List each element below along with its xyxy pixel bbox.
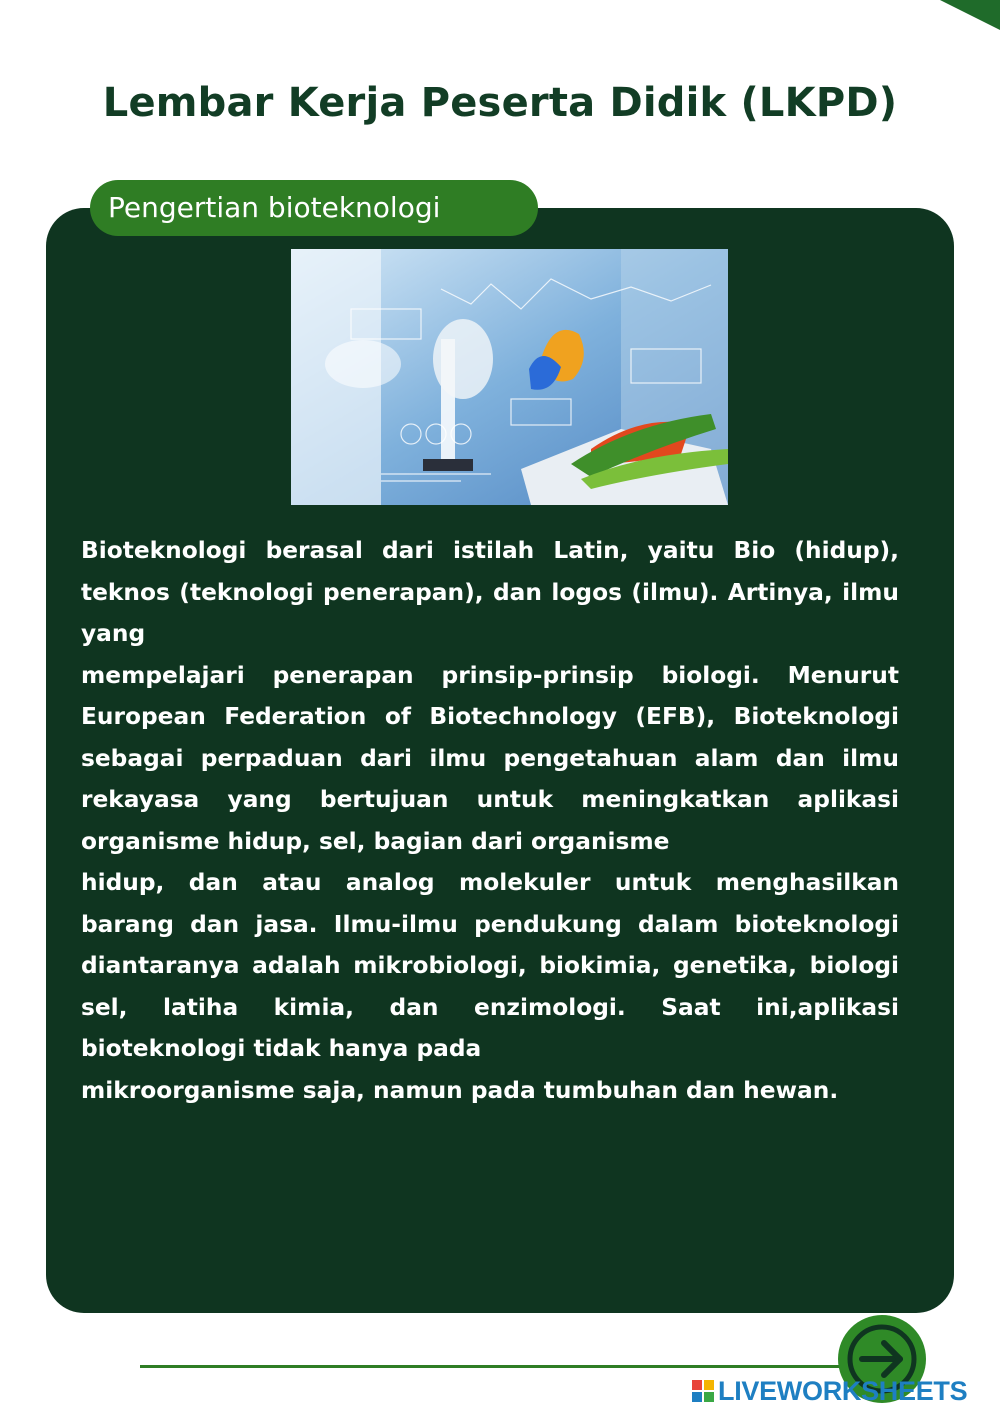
paragraph: mikroorganisme saja, namun pada tumbuhan dan hewan. — [81, 1076, 839, 1104]
footer-rule — [140, 1365, 850, 1368]
paragraph: Bioteknologi berasal dari istilah Latin, yaitu Bio (hidup), teknos (teknologi penerapan), dan logos (ilmu). Artinya, ilmu yang — [81, 537, 899, 647]
biotechnology-photo — [291, 249, 728, 505]
body-text — [81, 530, 899, 1111]
corner-decoration — [940, 0, 1000, 30]
paragraph: mempelajari penerapan prinsip-prinsip biologi. Menurut European Federation of Biotechnology (EFB), Bioteknologi sebagai perpaduan dari ilmu pengetahuan alam dan ilmu rekayasa yang bertujuan untuk meningkatkan aplikasi organisme hidup, sel, bagian dari organisme — [81, 661, 899, 855]
page-title: Lembar Kerja Peserta Didik (LKPD) — [102, 80, 898, 126]
paragraph: hidup, dan atau analog molekuler untuk menghasilkan barang dan jasa. Ilmu-ilmu pendukung dalam bioteknologi diantaranya adalah mikrobiologi, biokimia, genetika, biologi sel, latiha kimia, dan enzimologi. Saat ini,aplikasi bioteknologi tidak hanya pada — [81, 869, 899, 1062]
liveworksheets-logo-icon — [692, 1380, 714, 1402]
brand-name: LIVEWORKSHEETS — [718, 1375, 968, 1406]
section-label: Pengertian bioteknologi — [90, 180, 538, 236]
brand-logo — [692, 1375, 967, 1407]
